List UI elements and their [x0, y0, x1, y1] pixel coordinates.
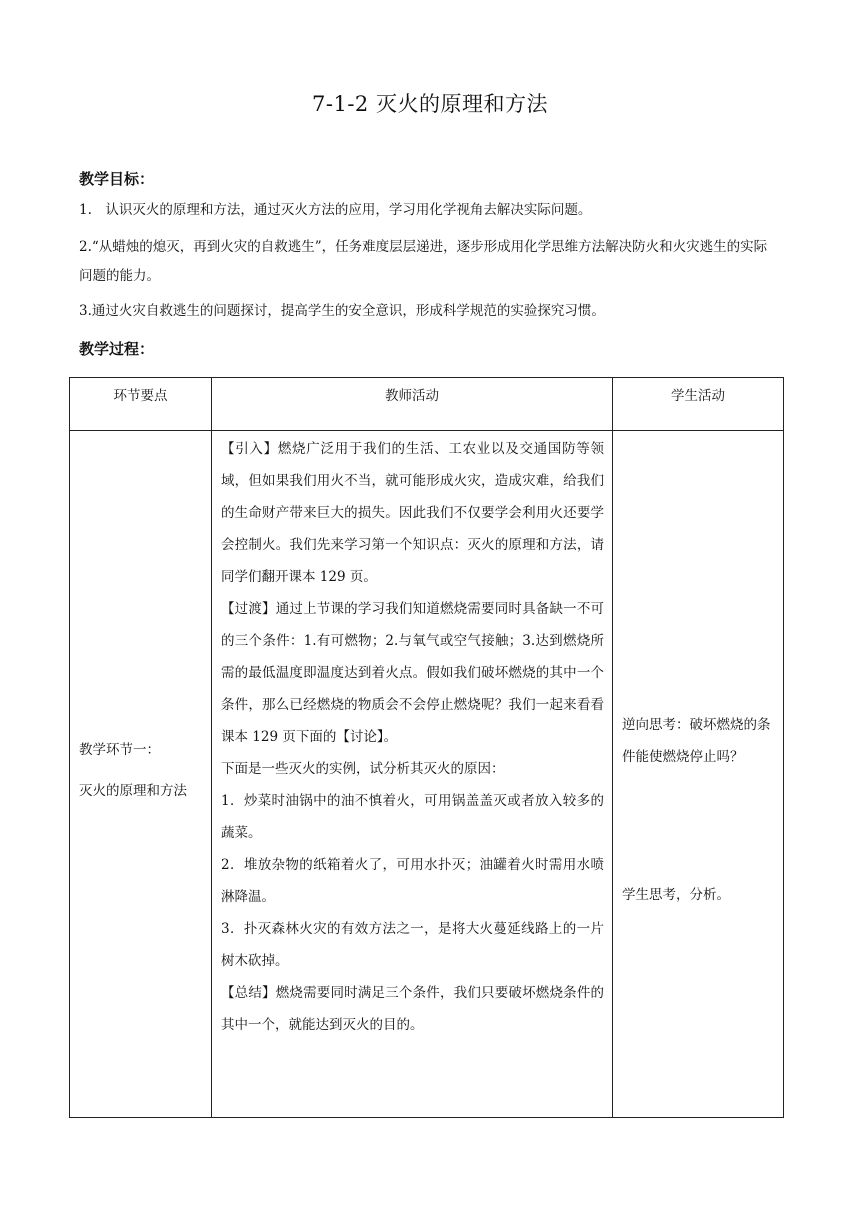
objective-item-3: 3.通过火灾自救逃生的问题探讨，提高学生的安全意识，形成科学规范的实验探究习惯。 [79, 303, 605, 319]
table-header-row [70, 378, 784, 431]
teacher-intro: 【引入】燃烧广泛用于我们的生活、工农业以及交通国防等领域，但如果我们用火不当，就可能形成火灾，造成灾难，给我们的生命财产带来巨大的损失。因此我们不仅要学会利用火还要学会控制火。我们先来学习第一个知识点：灭火的原理和方法，请同学们翻开课本 129 页。 [221, 441, 604, 585]
process-table [69, 377, 784, 1118]
section-label: 教学环节一： [79, 742, 160, 758]
objective-item-2: 2.“从蜡烛的熄灭，再到火灾的自救逃生”，任务难度层层递进，逐步形成用化学思维方法解决防火和火灾逃生的实际问题的能力。 [79, 239, 768, 284]
page-title: 7-1-2 灭火的原理和方法 [312, 92, 548, 116]
section-cell [70, 431, 212, 1118]
student-activity-cell [613, 431, 784, 1118]
header-cell-section: 环节要点 [70, 378, 212, 431]
teacher-example-2: 2．堆放杂物的纸箱着火了，可用水扑灭；油罐着火时需用水喷淋降温。 [221, 857, 604, 905]
process-heading: 教学过程： [79, 340, 155, 358]
header-cell-teacher: 教师活动 [212, 378, 613, 431]
teacher-examples-intro: 下面是一些灭火的实例，试分析其灭火的原因： [221, 761, 505, 777]
student-activity-2: 学生思考，分析。 [622, 887, 730, 903]
teacher-transition: 【过渡】通过上节课的学习我们知道燃烧需要同时具备缺一不可的三个条件：1.有可燃物；2.与氧气或空气接触；3.达到燃烧所需的最低温度即温度达到着火点。假如我们破坏燃烧的其中一个条件，那么已经燃烧的物质会不会停止燃烧呢？我们一起来看看课本 129 页下面的【讨论】。 [221, 601, 604, 745]
student-activity-1: 逆向思考：破坏燃烧的条件能使燃烧停止吗？ [622, 717, 771, 765]
header-cell-student: 学生活动 [613, 378, 784, 431]
objectives-heading: 教学目标： [79, 170, 155, 188]
table-row [70, 431, 784, 1118]
objective-item-1: 1. 认识灭火的原理和方法，通过灭火方法的应用，学习用化学视角去解决实际问题。 [79, 202, 592, 218]
teacher-example-1: 1．炒菜时油锅中的油不慎着火，可用锅盖盖灭或者放入较多的蔬菜。 [221, 793, 604, 841]
teacher-summary: 【总结】燃烧需要同时满足三个条件，我们只要破坏燃烧条件的其中一个，就能达到灭火的目的。 [221, 985, 604, 1033]
teacher-activity-cell [212, 431, 613, 1118]
section-topic: 灭火的原理和方法 [79, 783, 187, 799]
teacher-example-3: 3．扑灭森林火灾的有效方法之一，是将大火蔓延线路上的一片树木砍掉。 [221, 921, 604, 969]
